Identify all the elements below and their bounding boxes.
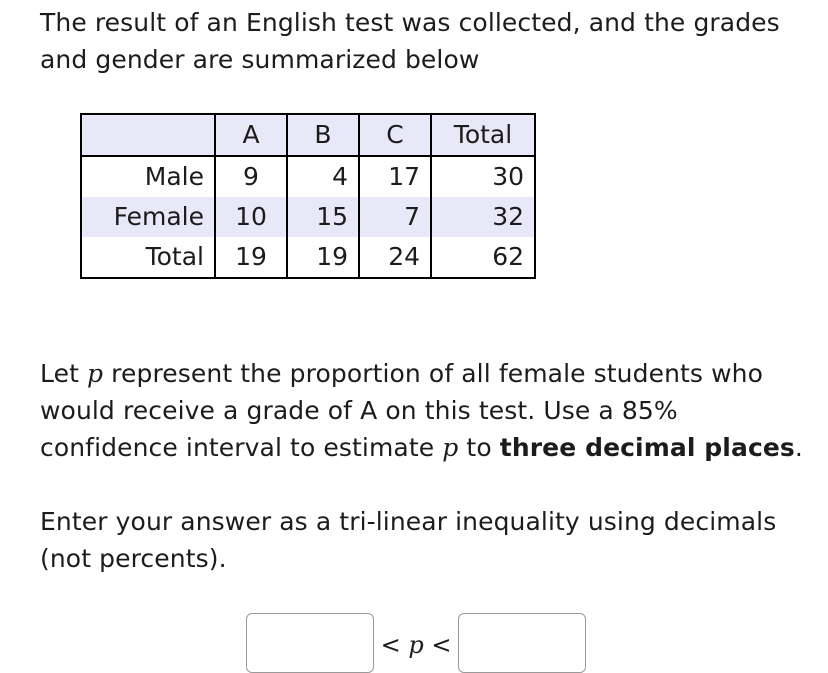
table-cell: 9 bbox=[215, 156, 287, 197]
row-label: Female bbox=[81, 197, 215, 237]
table-cell: 19 bbox=[215, 237, 287, 278]
variable-p: p bbox=[408, 631, 424, 659]
table-cell: 17 bbox=[359, 156, 431, 197]
table-header-cell bbox=[81, 114, 215, 156]
table-row bbox=[81, 237, 535, 278]
table-cell: 19 bbox=[287, 237, 359, 278]
table-row bbox=[81, 197, 535, 237]
answer-format-instructions: Enter your answer as a tri-linear inequality using decimals (not percents). bbox=[40, 507, 777, 573]
table-cell: 30 bbox=[431, 156, 535, 197]
emphasis-text: three decimal places bbox=[499, 433, 795, 462]
grades-table bbox=[80, 113, 536, 279]
less-than-symbol: < bbox=[380, 631, 401, 659]
question-part: represent the proportion of all female students who would receive a grade of A on this test. Use a 85% confidence interval to estimate bbox=[40, 359, 763, 462]
question-part: . bbox=[794, 433, 803, 462]
upper-bound-input[interactable] bbox=[458, 613, 586, 673]
table-cell: 7 bbox=[359, 197, 431, 237]
variable-p: p bbox=[442, 433, 459, 462]
question-part: Let bbox=[40, 359, 88, 388]
row-label: Total bbox=[81, 237, 215, 278]
problem-intro: The result of an English test was collected, and the grades and gender are summarized below bbox=[40, 8, 780, 74]
table-cell: 10 bbox=[215, 197, 287, 237]
row-label: Male bbox=[81, 156, 215, 197]
table-header-cell: Total bbox=[431, 114, 535, 156]
table-cell: 4 bbox=[287, 156, 359, 197]
question-text bbox=[40, 355, 810, 466]
table-cell: 15 bbox=[287, 197, 359, 237]
less-than-symbol: < bbox=[431, 631, 452, 659]
table-cell: 24 bbox=[359, 237, 431, 278]
table-cell: 32 bbox=[431, 197, 535, 237]
table-cell: 62 bbox=[431, 237, 535, 278]
inequality-symbols bbox=[376, 630, 456, 660]
table-header-row bbox=[81, 114, 535, 156]
lower-bound-input[interactable] bbox=[246, 613, 374, 673]
question-part: to bbox=[458, 433, 500, 462]
table-row bbox=[81, 156, 535, 197]
variable-p: p bbox=[87, 359, 104, 388]
table-header-cell: A bbox=[215, 114, 287, 156]
table-header-cell: B bbox=[287, 114, 359, 156]
table-header-cell: C bbox=[359, 114, 431, 156]
